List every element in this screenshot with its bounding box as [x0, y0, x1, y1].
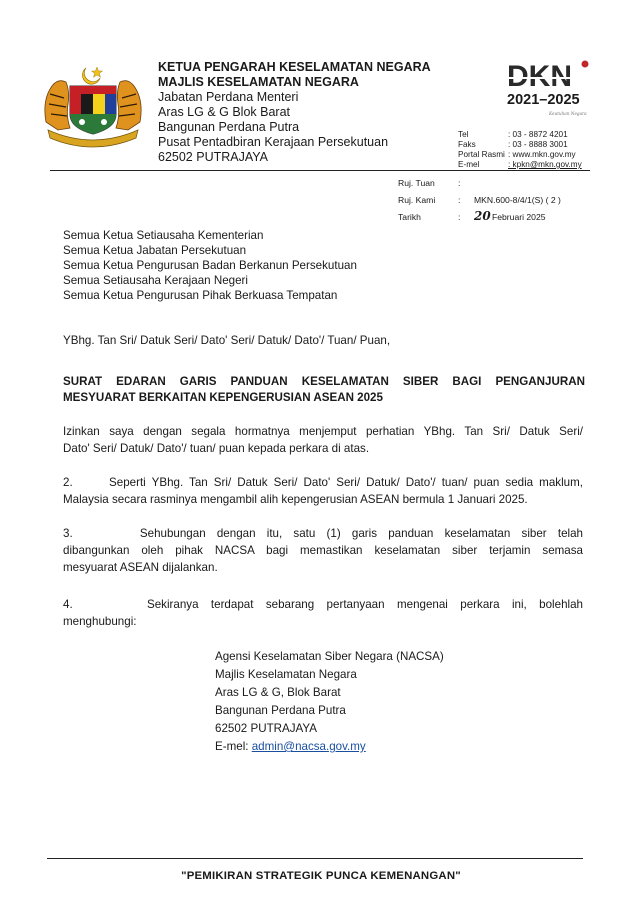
dkn-logo-years: 2021–2025	[507, 92, 580, 108]
coat-of-arms-icon	[40, 64, 146, 148]
ref-ruj-kami	[0, 195, 642, 207]
subject-line-2: MESYUARAT BERKAITAN KEPENGERUSIAN ASEAN 2025	[63, 391, 383, 404]
ref-tarikh-colon: :	[458, 212, 461, 222]
contact-tel	[458, 130, 568, 140]
dkn-logo-dot	[582, 61, 589, 68]
dkn-logo-icon	[505, 58, 591, 120]
ref-ruj-tuan-colon: :	[458, 178, 461, 188]
header-address-postcode: 62502 PUTRAJAYA	[158, 150, 269, 164]
contact-faks-label: Faks	[458, 140, 476, 149]
para-3-line-2: dibangunkan oleh pihak NACSA bagi memastikan keselamatan siber terjamin semasa	[63, 544, 583, 557]
contact-faks-value: : 03 - 8888 3001	[508, 140, 568, 149]
address-line: Agensi Keselamatan Siber Negara (NACSA)	[215, 650, 444, 663]
address-email-label: E-mel:	[215, 740, 252, 753]
footer-divider	[47, 858, 583, 859]
ref-ruj-kami-value: MKN.600-8/4/1(S) ( 2 )	[474, 195, 561, 205]
contact-portal	[458, 150, 576, 160]
ref-ruj-kami-colon: :	[458, 195, 461, 205]
contact-email	[458, 160, 582, 170]
recipient-line: Semua Ketua Setiausaha Kementerian	[63, 229, 264, 242]
header-address-building: Bangunan Perdana Putra	[158, 120, 300, 134]
ref-tarikh-day: 20	[474, 209, 491, 223]
para-3-line-1: 3. Sehubungan dengan itu, satu (1) garis panduan keselamatan siber telah	[63, 527, 583, 540]
recipient-line: Semua Ketua Jabatan Persekutuan	[63, 244, 247, 257]
address-line: Aras LG & G, Blok Barat	[215, 686, 341, 699]
contact-email-label: E-mel	[458, 160, 480, 169]
ref-ruj-kami-label: Ruj. Kami	[398, 195, 436, 205]
contact-portal-label: Portal Rasmi	[458, 150, 505, 159]
footer-motto: "PEMIKIRAN STRATEGIK PUNCA KEMENANGAN"	[181, 870, 461, 882]
dkn-logo-tagline: Keutuhan Negara	[549, 111, 587, 116]
ref-tarikh-label: Tarikh	[398, 212, 421, 222]
intro-line-2: Dato' Seri/ Datuk/ Dato'/ tuan/ puan kepada perkara di atas.	[63, 442, 370, 455]
header-title: KETUA PENGARAH KESELAMATAN NEGARA	[158, 60, 431, 74]
para-4-line-2: menghubungi:	[63, 615, 137, 628]
contact-faks	[458, 140, 568, 150]
address-email	[215, 738, 366, 756]
ref-tarikh-rest: Februari 2025	[492, 212, 546, 222]
dkn-logo-text: DKN	[507, 60, 572, 93]
intro-line-1: Izinkan saya dengan segala hormatnya menjemput perhatian YBhg. Tan Sri/ Datuk Seri/	[63, 425, 583, 438]
recipient-line: Semua Ketua Pengurusan Badan Berkanun Persekutuan	[63, 259, 357, 272]
header-council: MAJLIS KESELAMATAN NEGARA	[158, 75, 359, 89]
para-3-line-3: mesyuarat ASEAN dijalankan.	[63, 561, 218, 574]
recipient-line: Semua Setiausaha Kerajaan Negeri	[63, 274, 248, 287]
header-address-floor: Aras LG & G Blok Barat	[158, 105, 290, 119]
para-4-line-1: 4. Sekiranya terdapat sebarang pertanyaan mengenai perkara ini, bolehlah	[63, 598, 583, 611]
address-line: 62502 PUTRAJAYA	[215, 722, 318, 735]
contact-email-link[interactable]: : kpkn@mkn.gov.my	[508, 160, 582, 169]
header-department: Jabatan Perdana Menteri	[158, 90, 299, 104]
contact-tel-value: : 03 - 8872 4201	[508, 130, 568, 139]
recipient-line: Semua Ketua Pengurusan Pihak Berkuasa Tempatan	[63, 289, 338, 302]
ref-ruj-tuan-label: Ruj. Tuan	[398, 178, 435, 188]
contact-tel-label: Tel	[458, 130, 469, 139]
ref-ruj-tuan	[0, 178, 642, 190]
address-line: Majlis Keselamatan Negara	[215, 668, 357, 681]
contact-portal-value[interactable]: : www.mkn.gov.my	[508, 150, 576, 159]
address-line: Bangunan Perdana Putra	[215, 704, 346, 717]
para-2-line-1: 2. Seperti YBhg. Tan Sri/ Datuk Seri/ Dato' Seri/ Datuk/ Dato'/ tuan/ puan sedia maklum,	[63, 476, 583, 489]
header-divider	[50, 170, 590, 171]
header-address-centre: Pusat Pentadbiran Kerajaan Persekutuan	[158, 135, 389, 149]
salutation: YBhg. Tan Sri/ Datuk Seri/ Dato' Seri/ Datuk/ Dato'/ Tuan/ Puan,	[63, 334, 391, 347]
subject-line-1: SURAT EDARAN GARIS PANDUAN KESELAMATAN SIBER BAGI PENGANJURAN	[63, 375, 585, 388]
address-email-link[interactable]: admin@nacsa.gov.my	[251, 740, 366, 753]
ref-tarikh	[0, 209, 642, 226]
para-2-line-2: Malaysia secara rasminya mengambil alih kepengerusian ASEAN bermula 1 Januari 2025.	[63, 493, 528, 506]
